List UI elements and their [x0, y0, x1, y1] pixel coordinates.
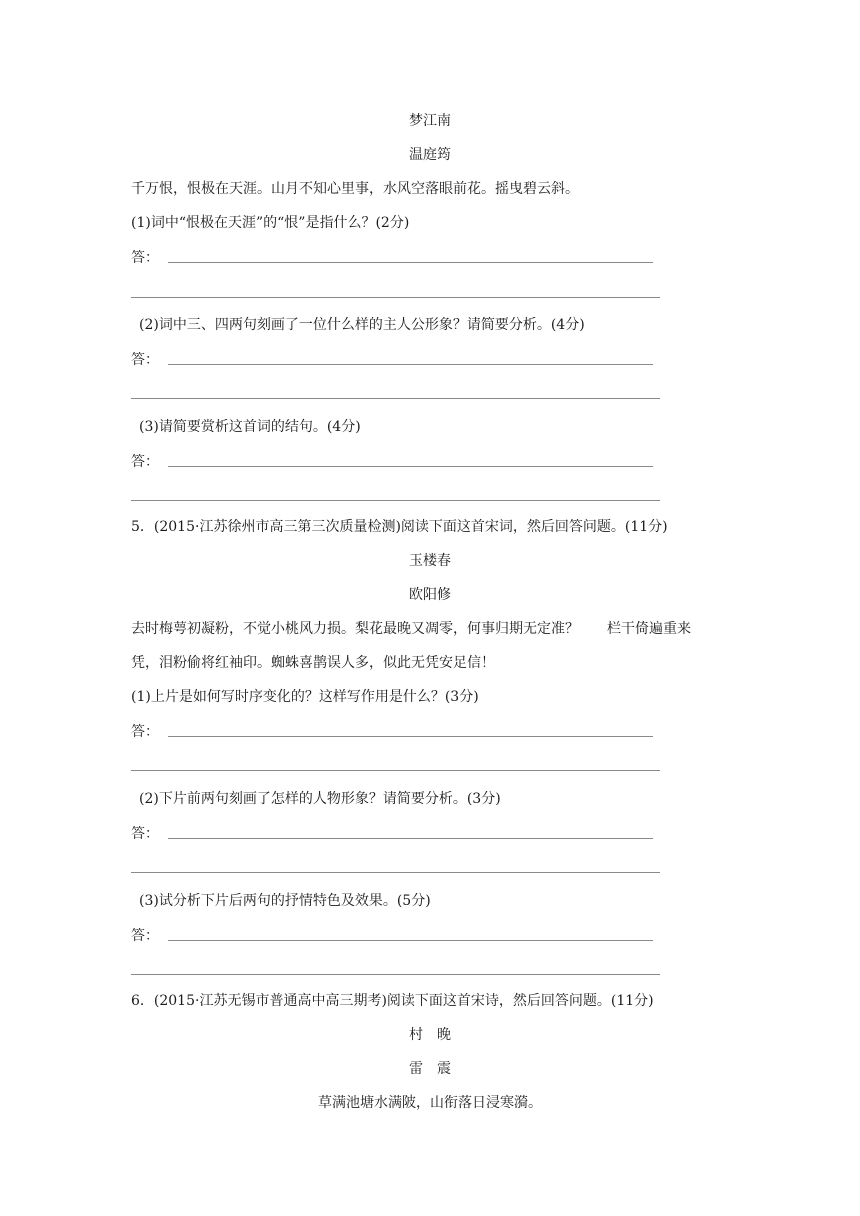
- poem-text: 千万恨，恨极在天涯。山月不知心里事，水风空落眼前花。摇曳碧云斜。: [131, 181, 579, 197]
- answer-line[interactable]: [168, 364, 653, 365]
- answer-label: 答：: [131, 454, 159, 470]
- poem-author: 温庭筠: [409, 147, 451, 163]
- answer-line[interactable]: [168, 736, 653, 737]
- poem-title: 玉楼春: [409, 553, 451, 569]
- poem-text-part: 去时梅萼初凝粉，不觉小桃风力损。梨花最晚又凋零，何事归期无定准？: [131, 621, 579, 637]
- question-heading: 6．(2015·江苏无锡市普通高中高三期考)阅读下面这首宋诗，然后回答问题。(11分): [131, 993, 654, 1009]
- question-text: (1)上片是如何写时序变化的？这样写作用是什么？(3分): [131, 689, 479, 705]
- answer-line[interactable]: [168, 940, 653, 941]
- answer-line[interactable]: [131, 872, 660, 873]
- answer-line[interactable]: [168, 466, 653, 467]
- answer-label: 答：: [131, 724, 159, 740]
- poem-text: [131, 622, 691, 636]
- poem-text: 凭，泪粉偷将红袖印。蜘蛛喜鹊误人多，似此无凭安足信！: [131, 655, 495, 671]
- poem-title: 梦江南: [409, 113, 451, 129]
- answer-line[interactable]: [131, 500, 660, 501]
- question-heading: 5．(2015·江苏徐州市高三第三次质量检测)阅读下面这首宋词，然后回答问题。(11分): [131, 519, 668, 535]
- poem-text: 草满池塘水满陂，山衔落日浸寒漪。: [318, 1095, 542, 1111]
- answer-line[interactable]: [131, 770, 660, 771]
- answer-label: 答：: [131, 928, 159, 944]
- question-text: (3)试分析下片后两句的抒情特色及效果。(5分): [139, 893, 431, 909]
- answer-line[interactable]: [168, 838, 653, 839]
- poem-title: 村 晚: [409, 1027, 451, 1043]
- question-text: (2)词中三、四两句刻画了一位什么样的主人公形象？请简要分析。(4分): [139, 317, 585, 333]
- poem-author: 欧阳修: [409, 587, 451, 603]
- answer-label: 答：: [131, 826, 159, 842]
- poem-text-part: 栏干倚遍重来: [607, 621, 691, 637]
- question-text: (1)词中“恨极在天涯”的“恨”是指什么？(2分): [131, 215, 410, 231]
- question-text: (2)下片前两句刻画了怎样的人物形象？请简要分析。(3分): [139, 791, 501, 807]
- question-text: (3)请简要赏析这首词的结句。(4分): [139, 419, 361, 435]
- answer-line[interactable]: [168, 262, 653, 263]
- answer-label: 答：: [131, 352, 159, 368]
- answer-label: 答：: [131, 250, 159, 266]
- answer-line[interactable]: [131, 398, 660, 399]
- answer-line[interactable]: [131, 297, 660, 298]
- answer-line[interactable]: [131, 974, 660, 975]
- poem-author: 雷 震: [409, 1061, 451, 1077]
